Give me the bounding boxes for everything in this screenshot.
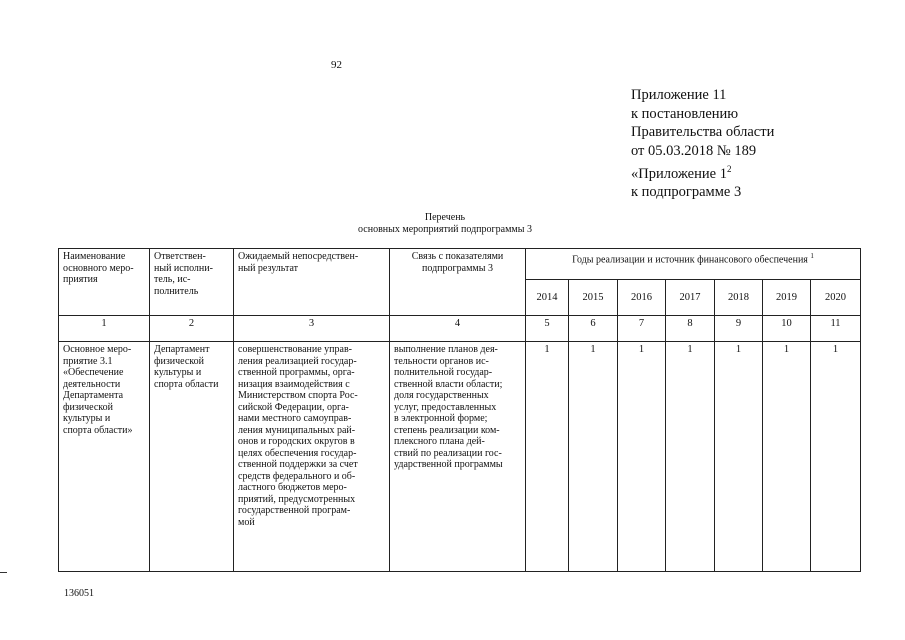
cell-line: приятий, предусмотренных: [238, 493, 356, 505]
cell-line: в электронной форме;: [394, 413, 488, 424]
header-executor-line: ный исполни-: [154, 262, 213, 274]
header-years-group-footnote: 1: [810, 252, 814, 260]
cell-line: онов и городских округов в: [238, 436, 355, 447]
cell-line: культуры и: [154, 367, 202, 378]
header-year: 2016: [618, 280, 666, 316]
margin-mark: [0, 572, 7, 573]
cell-year-value: 1: [763, 342, 811, 572]
appendix-line-5-text: «Приложение 1: [631, 165, 727, 182]
header-name-line: Наименование: [63, 251, 126, 262]
header-result: [234, 249, 390, 316]
column-number-row: [59, 316, 861, 342]
header-year: 2017: [666, 280, 715, 316]
column-number: 11: [811, 316, 861, 342]
cell-executor: [150, 342, 234, 572]
cell-line: нами местного самоуправ-: [238, 413, 352, 424]
header-result-line: ный результат: [238, 262, 298, 274]
cell-line: Департамент: [154, 344, 210, 355]
cell-line: совершенствование управ-: [238, 344, 353, 355]
column-number: 1: [59, 316, 150, 342]
header-year: 2018: [715, 280, 763, 316]
header-name: [59, 249, 150, 316]
header-link-line: Связь с показателями: [411, 251, 504, 262]
cell-line: тельности органов ис-: [394, 355, 489, 367]
header-years-group: [526, 249, 861, 280]
cell-line: ственной программы, орга-: [238, 367, 355, 378]
header-year: 2014: [526, 280, 569, 316]
header-year: 2020: [811, 280, 861, 316]
cell-line: ствий по реализации гос-: [394, 447, 502, 459]
appendix-line-3: Правительства области: [631, 124, 775, 140]
column-number: 4: [390, 316, 526, 342]
table-row: [59, 342, 861, 572]
appendix-line-5-superscript: 2: [726, 164, 732, 174]
cell-line: мой: [238, 516, 255, 528]
cell-line: ударственной программы: [394, 459, 503, 470]
cell-line: ственной поддержки за счет: [238, 459, 358, 470]
cell-line: «Обеспечение: [63, 367, 124, 378]
cell-line: Департамента: [63, 390, 124, 401]
cell-line: деятельности: [63, 378, 121, 390]
cell-line: Основное меро-: [63, 344, 132, 355]
header-executor: [150, 249, 234, 316]
header-row-1: [59, 249, 861, 280]
header-executor-line: Ответствен-: [154, 251, 206, 262]
document-title: [300, 212, 590, 236]
cell-line: государственной програм-: [238, 505, 351, 516]
column-number: 6: [569, 316, 618, 342]
cell-line: доля государственных: [394, 390, 489, 401]
cell-line: физической: [154, 355, 204, 367]
header-name-line: основного меро-: [63, 262, 134, 274]
header-link-line: подпрограммы 3: [422, 262, 493, 274]
cell-year-value: 1: [569, 342, 618, 572]
title-line-2: основных мероприятий подпрограммы 3: [358, 224, 532, 235]
cell-line: культуры и: [63, 413, 111, 424]
header-year: 2019: [763, 280, 811, 316]
header-name-line: приятия: [63, 274, 98, 285]
cell-line: Министерством спорта Рос-: [238, 390, 358, 401]
header-executor-line: тель, ис-: [154, 274, 191, 285]
cell-line: плексного плана дей-: [394, 436, 485, 447]
appendix-header: [631, 86, 774, 202]
column-number: 10: [763, 316, 811, 342]
cell-line: ления муниципальных рай-: [238, 424, 356, 436]
cell-line: физической: [63, 401, 113, 413]
cell-line: ластного бюджетов меро-: [238, 482, 347, 493]
cell-year-value: 1: [666, 342, 715, 572]
cell-line: средств федерального и об-: [238, 470, 356, 482]
cell-line: спорта области: [154, 378, 219, 390]
appendix-line-1: Приложение 11: [631, 87, 727, 103]
cell-line: низация взаимодействия с: [238, 378, 350, 390]
cell-line: целях обеспечения государ-: [238, 447, 357, 459]
cell-line: спорта области»: [63, 424, 133, 436]
header-result-line: Ожидаемый непосредствен-: [238, 251, 359, 262]
document-code: 136051: [64, 588, 94, 599]
cell-year-value: 1: [618, 342, 666, 572]
column-number: 3: [234, 316, 390, 342]
page-number: 92: [331, 59, 342, 71]
cell-line: приятие 3.1: [63, 355, 113, 367]
cell-line: полнительной государ-: [394, 367, 493, 378]
appendix-line-2: к постановлению: [631, 105, 739, 122]
cell-line: ления реализацией государ-: [238, 355, 357, 367]
column-number: 7: [618, 316, 666, 342]
cell-line: ственной власти области;: [394, 378, 503, 390]
appendix-line-4: от 05.03.2018 № 189: [631, 142, 757, 159]
appendix-line-6: к подпрограмме 3: [631, 184, 742, 201]
title-line-1: Перечень: [424, 212, 466, 223]
cell-year-value: 1: [526, 342, 569, 572]
measures-table: [58, 248, 861, 572]
header-year: 2015: [569, 280, 618, 316]
cell-indicator-link: [390, 342, 526, 572]
cell-expected-result: [234, 342, 390, 572]
column-number: 5: [526, 316, 569, 342]
header-years-group-text: Годы реализации и источник финансового обеспечения: [572, 254, 808, 266]
column-number: 2: [150, 316, 234, 342]
cell-year-value: 1: [715, 342, 763, 572]
cell-line: степень реализации ком-: [394, 424, 500, 436]
header-link: [390, 249, 526, 316]
column-number: 9: [715, 316, 763, 342]
header-executor-line: полнитель: [154, 285, 199, 297]
cell-line: выполнение планов дея-: [394, 344, 498, 355]
appendix-line-5: [631, 160, 774, 183]
cell-line: сийской Федерации, орга-: [238, 401, 349, 413]
column-number: 8: [666, 316, 715, 342]
cell-year-value: 1: [811, 342, 861, 572]
cell-line: услуг, предоставленных: [394, 401, 497, 413]
cell-measure-name: [59, 342, 150, 572]
